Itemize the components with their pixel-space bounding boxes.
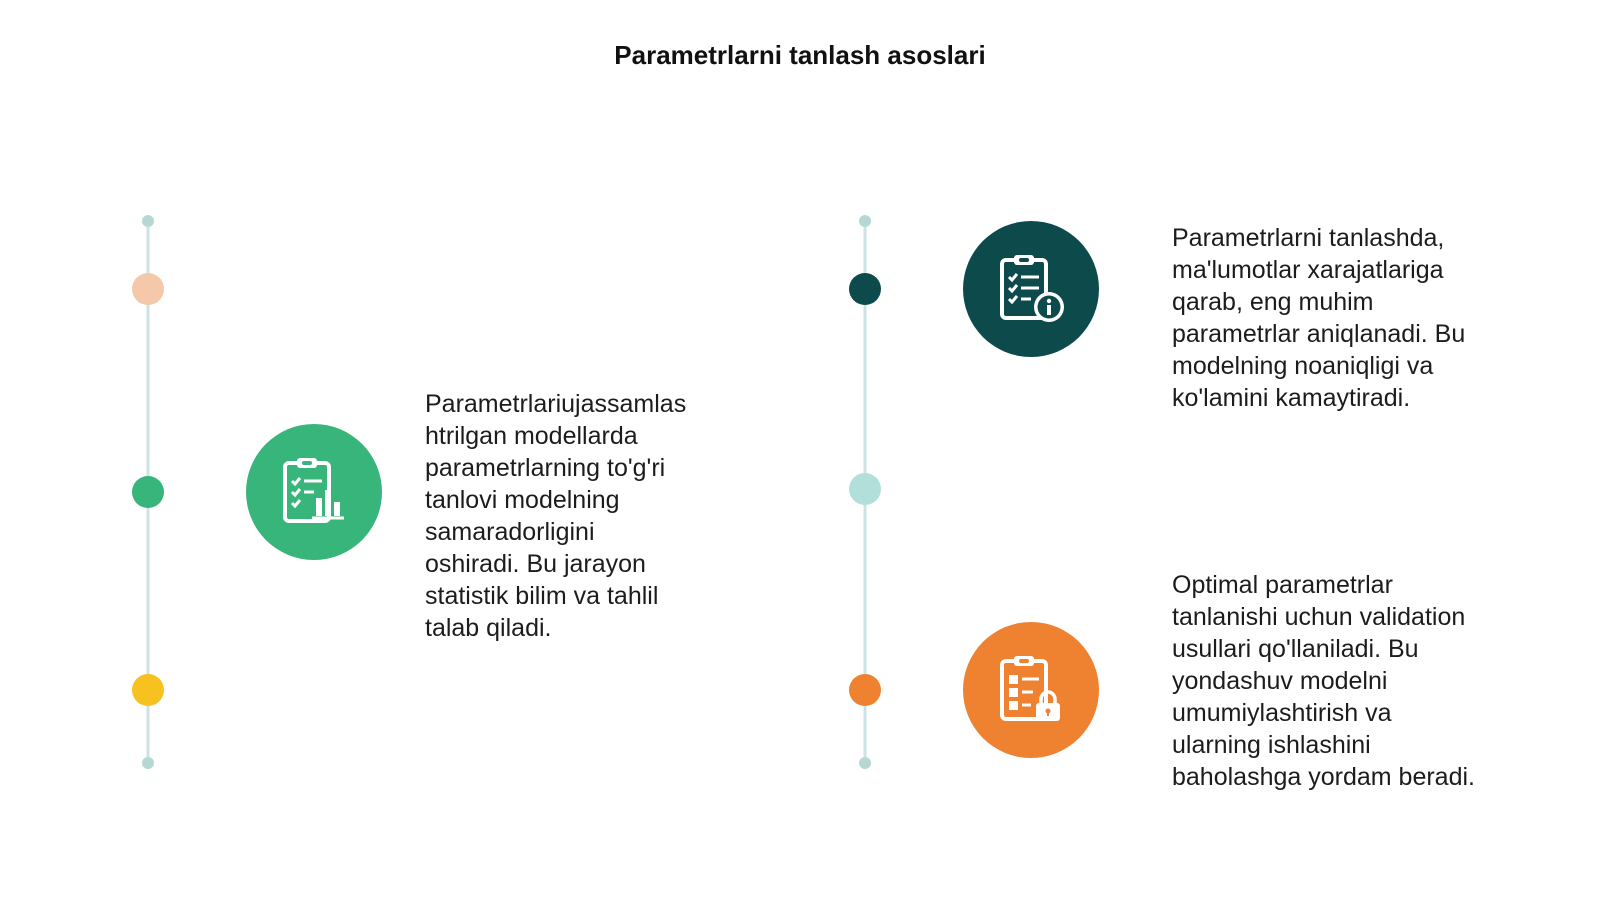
clipboard-chart-icon [276,454,352,530]
timeline-right-dot-lightteal [849,473,881,505]
clipboard-lock-icon [993,652,1069,728]
timeline-right-endpoint-bottom [859,757,871,769]
item-1-icon-circle [246,424,382,560]
item-3-description: Optimal parametrlar tanlanishi uchun validation usullari qo'llaniladi. Bu yondashuv modelni umumiylashtirish va ularning ishlashini baholashga yordam beradi. [1172,571,1475,791]
timeline-left-endpoint-top [142,215,154,227]
timeline-right-dot-orange [849,674,881,706]
item-2-icon-circle [963,221,1099,357]
timeline-left-dot-peach [132,273,164,305]
timeline-right-endpoint-top [859,215,871,227]
timeline-left-dot-green [132,476,164,508]
item-1-description: Parametrlariujassamlas htrilgan modellarda parametrlarning to'g'ri tanlovi modelning samaradorligini oshiradi. Bu jarayon statistik bilim va tahlil talab qiladi. [425,390,687,642]
timeline-left-endpoint-bottom [142,757,154,769]
item-3-icon-circle [963,622,1099,758]
clipboard-info-icon [993,251,1069,327]
page-title: Parametrlarni tanlash asoslari [614,40,986,70]
timeline-left-dot-yellow [132,674,164,706]
timeline-right-dot-teal [849,273,881,305]
item-2-description: Parametrlarni tanlashda, ma'lumotlar xarajatlariga qarab, eng muhim parametrlar aniqlanadi. Bu modelning noaniqligi va ko'lamini kamaytiradi. [1172,224,1466,412]
